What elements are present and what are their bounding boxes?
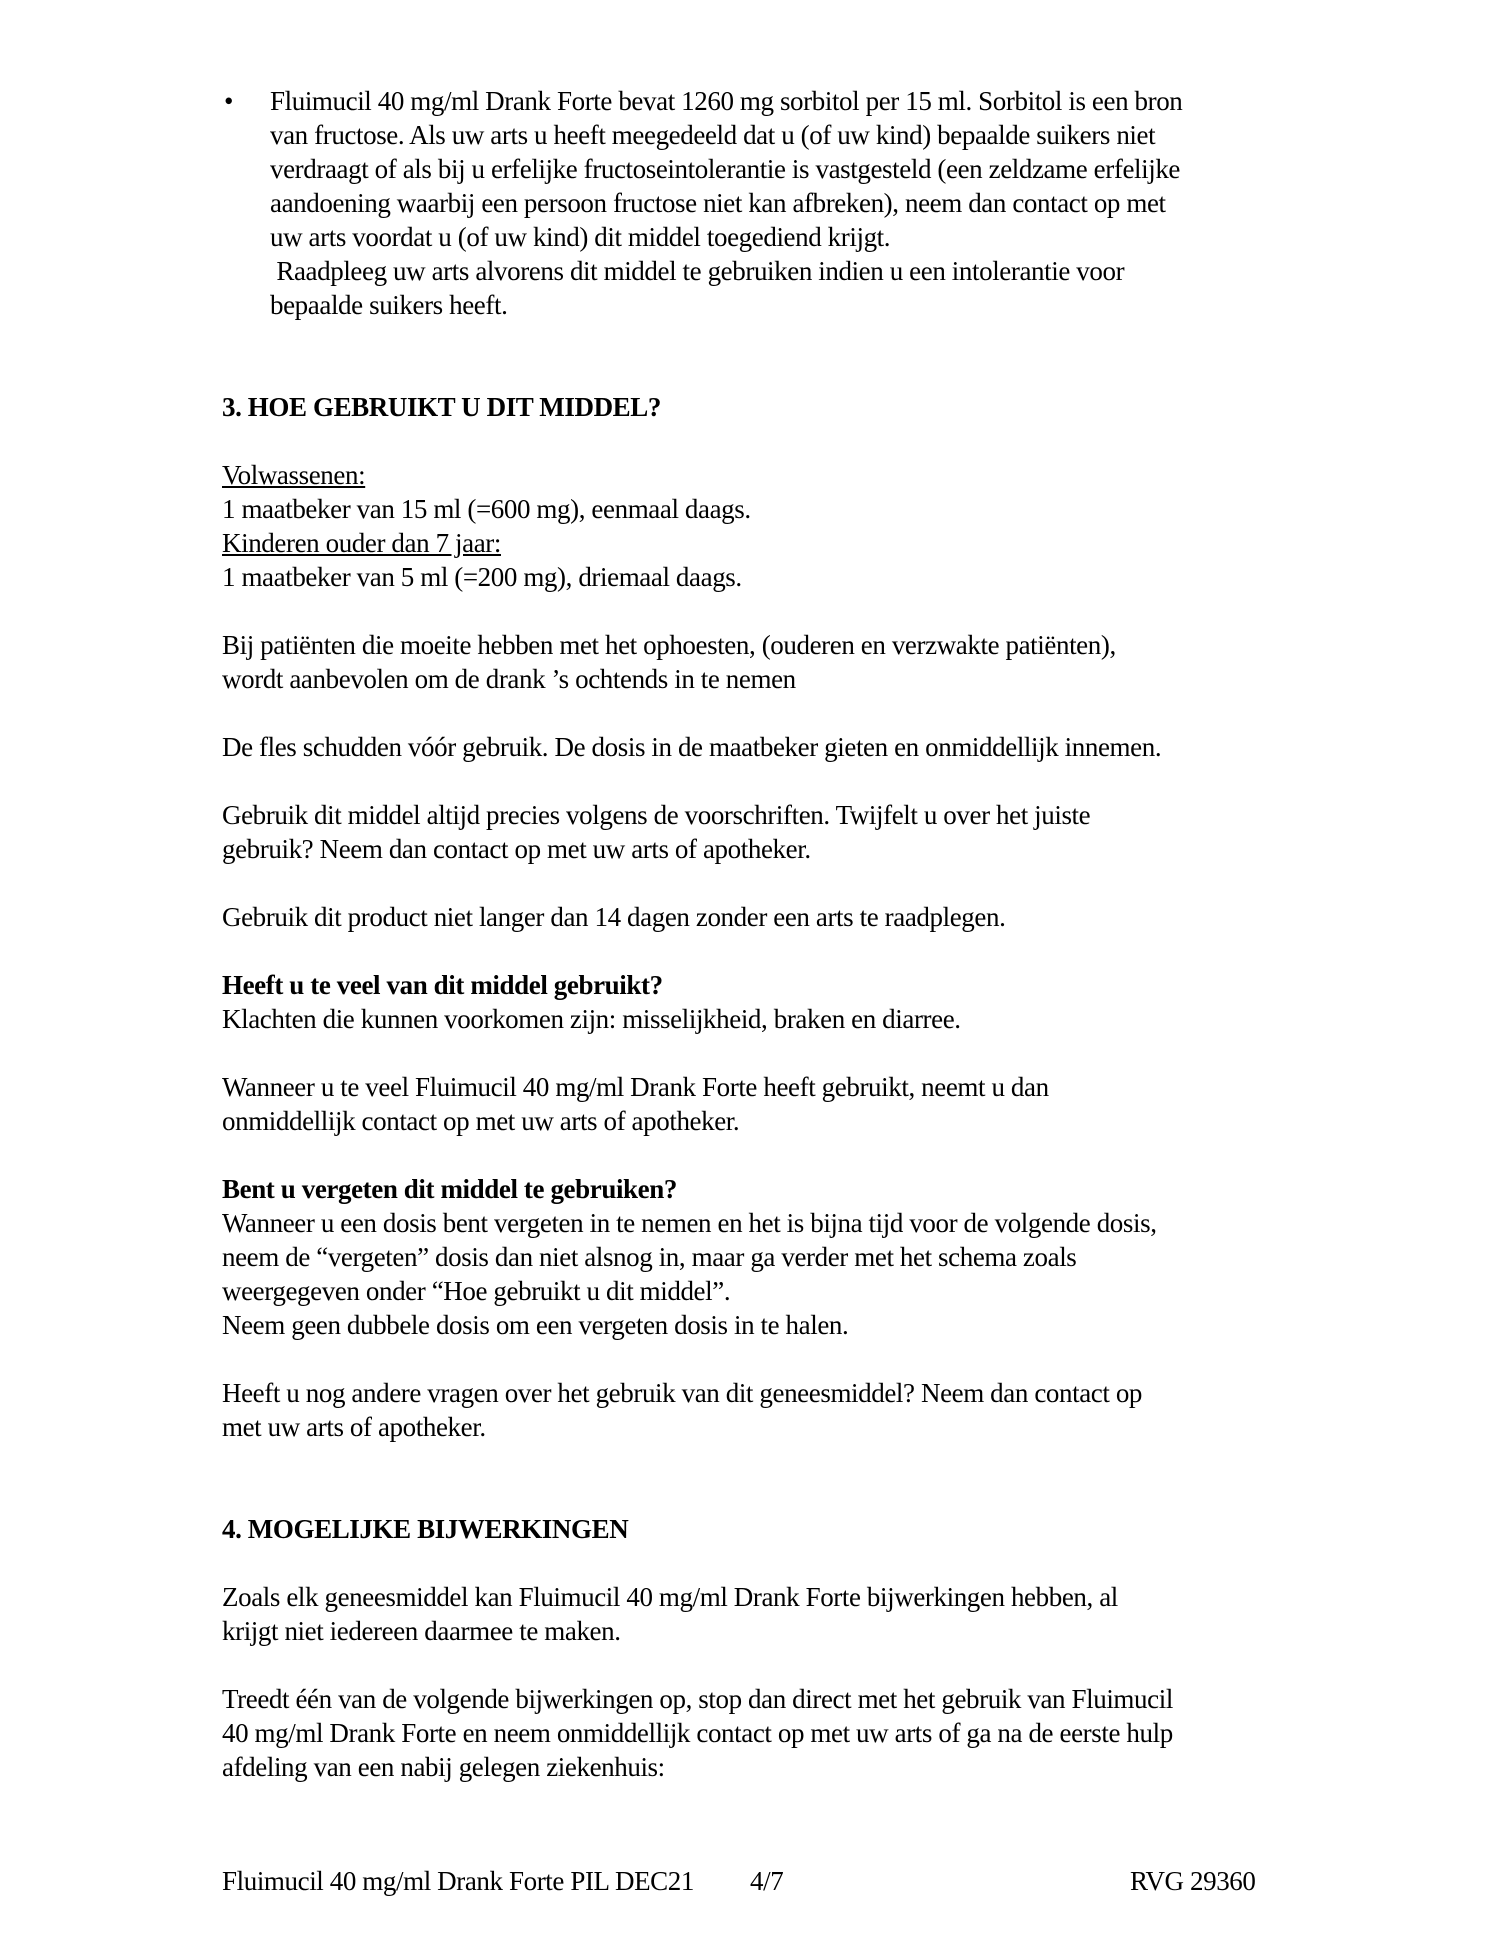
- text-line: met uw arts of apotheker.: [222, 1412, 486, 1442]
- leaflet-body: [222, 84, 1402, 1784]
- text-line: verdraagt of als bij u erfelijke fructoseintolerantie is vastgesteld (een zeldzame erfelijke: [270, 154, 1181, 184]
- blank-line: [222, 1444, 1402, 1512]
- text-line: Wanneer u een dosis bent vergeten in te nemen en het is bijna tijd voor de volgende dosis,: [222, 1208, 1157, 1238]
- blank-line: [222, 1648, 1402, 1682]
- blank-line: [222, 424, 1402, 458]
- more-questions-paragraph: [222, 1376, 1402, 1444]
- missed-dose-paragraph: [222, 1206, 1402, 1342]
- adults-label: [222, 458, 1402, 492]
- stop-use-warning-paragraph: [222, 1682, 1402, 1784]
- text-line: Klachten die kunnen voorkomen zijn: misselijkheid, braken en diarree.: [222, 1004, 961, 1034]
- blank-line: [222, 1138, 1402, 1172]
- text-line: Wanneer u te veel Fluimucil 40 mg/ml Drank Forte heeft gebruikt, neemt u dan: [222, 1072, 1049, 1102]
- footer-document-title: Fluimucil 40 mg/ml Drank Forte PIL DEC21: [222, 1866, 694, 1896]
- text-line: aandoening waarbij een persoon fructose niet kan afbreken), neem dan contact op met: [270, 188, 1166, 218]
- adults-dose: [222, 492, 1402, 526]
- blank-line: [222, 866, 1402, 900]
- overdose-symptoms-paragraph: [222, 1002, 1402, 1036]
- blank-line: [222, 934, 1402, 968]
- children-label: [222, 526, 1402, 560]
- text-line: Bent u vergeten dit middel te gebruiken?: [222, 1174, 677, 1204]
- overdose-heading: [222, 968, 1402, 1002]
- blank-line: [222, 594, 1402, 628]
- text-line: Gebruik dit product niet langer dan 14 dagen zonder een arts te raadplegen.: [222, 902, 1006, 932]
- text-line: Zoals elk geneesmiddel kan Fluimucil 40 mg/ml Drank Forte bijwerkingen hebben, al: [222, 1582, 1118, 1612]
- follow-instructions-paragraph: [222, 798, 1402, 866]
- shake-bottle-paragraph: [222, 730, 1402, 764]
- text-line: 4. MOGELIJKE BIJWERKINGEN: [222, 1514, 629, 1544]
- footer-registration-number: RVG 29360: [1130, 1866, 1256, 1896]
- text-line: [222, 526, 1402, 560]
- blank-line: [222, 1546, 1402, 1580]
- blank-line: [222, 1036, 1402, 1070]
- text-line: gebruik? Neem dan contact op met uw arts of apotheker.: [222, 834, 811, 864]
- footer-page-number: 4/7: [750, 1866, 784, 1896]
- text-line: afdeling van een nabij gelegen ziekenhuis:: [222, 1752, 665, 1782]
- text-line: 1 maatbeker van 15 ml (=600 mg), eenmaal daags.: [222, 494, 751, 524]
- side-effects-intro-paragraph: [222, 1580, 1402, 1648]
- max-duration-paragraph: [222, 900, 1402, 934]
- text-line: 3. HOE GEBRUIKT U DIT MIDDEL?: [222, 392, 661, 422]
- underlined-text: Kinderen ouder dan 7 jaar:: [222, 528, 501, 558]
- text-line: Gebruik dit middel altijd precies volgens de voorschriften. Twijfelt u over het juiste: [222, 800, 1091, 830]
- text-line: Raadpleeg uw arts alvorens dit middel te gebruiken indien u een intolerantie voor: [270, 256, 1125, 286]
- blank-line: [222, 696, 1402, 730]
- text-line: Treedt één van de volgende bijwerkingen op, stop dan direct met het gebruik van Fluimucil: [222, 1684, 1173, 1714]
- text-line: wordt aanbevolen om de drank ’s ochtends in te nemen: [222, 664, 796, 694]
- text-line: neem de “vergeten” dosis dan niet alsnog in, maar ga verder met het schema zoals: [222, 1242, 1077, 1272]
- page-footer: [0, 1864, 1494, 1898]
- section-3-heading: [222, 390, 1402, 424]
- weak-patients-paragraph: [222, 628, 1402, 696]
- text-line: Heeft u te veel van dit middel gebruikt?: [222, 970, 663, 1000]
- text-line: uw arts voordat u (of uw kind) dit middel toegediend krijgt.: [270, 222, 891, 252]
- children-dose: [222, 560, 1402, 594]
- bullet-icon: •: [224, 86, 234, 116]
- text-line: van fructose. Als uw arts u heeft meegedeeld dat u (of uw kind) bepaalde suikers niet: [270, 120, 1156, 150]
- text-line: [222, 458, 1402, 492]
- text-line: weergegeven onder “Hoe gebruikt u dit middel”.: [222, 1276, 731, 1306]
- text-line: Neem geen dubbele dosis om een vergeten dosis in te halen.: [222, 1310, 849, 1340]
- missed-dose-heading: [222, 1172, 1402, 1206]
- text-line: 1 maatbeker van 5 ml (=200 mg), driemaal daags.: [222, 562, 742, 592]
- section-4-heading: [222, 1512, 1402, 1546]
- text-line: Bij patiënten die moeite hebben met het ophoesten, (ouderen en verzwakte patiënten),: [222, 630, 1116, 660]
- sorbitol-warning-bullet: [222, 84, 1402, 322]
- text-line: bepaalde suikers heeft.: [270, 290, 508, 320]
- text-line: onmiddellijk contact op met uw arts of apotheker.: [222, 1106, 740, 1136]
- blank-line: [222, 1342, 1402, 1376]
- text-line: Fluimucil 40 mg/ml Drank Forte bevat 1260 mg sorbitol per 15 ml. Sorbitol is een bron: [270, 86, 1183, 116]
- text-line: krijgt niet iedereen daarmee te maken.: [222, 1616, 621, 1646]
- underlined-text: Volwassenen:: [222, 460, 366, 490]
- text-line: Heeft u nog andere vragen over het gebruik van dit geneesmiddel? Neem dan contact op: [222, 1378, 1143, 1408]
- overdose-action-paragraph: [222, 1070, 1402, 1138]
- text-line: De fles schudden vóór gebruik. De dosis in de maatbeker gieten en onmiddellijk innemen.: [222, 732, 1162, 762]
- blank-line: [222, 322, 1402, 390]
- blank-line: [222, 764, 1402, 798]
- text-line: 40 mg/ml Drank Forte en neem onmiddellijk contact op met uw arts of ga na de eerste hulp: [222, 1718, 1173, 1748]
